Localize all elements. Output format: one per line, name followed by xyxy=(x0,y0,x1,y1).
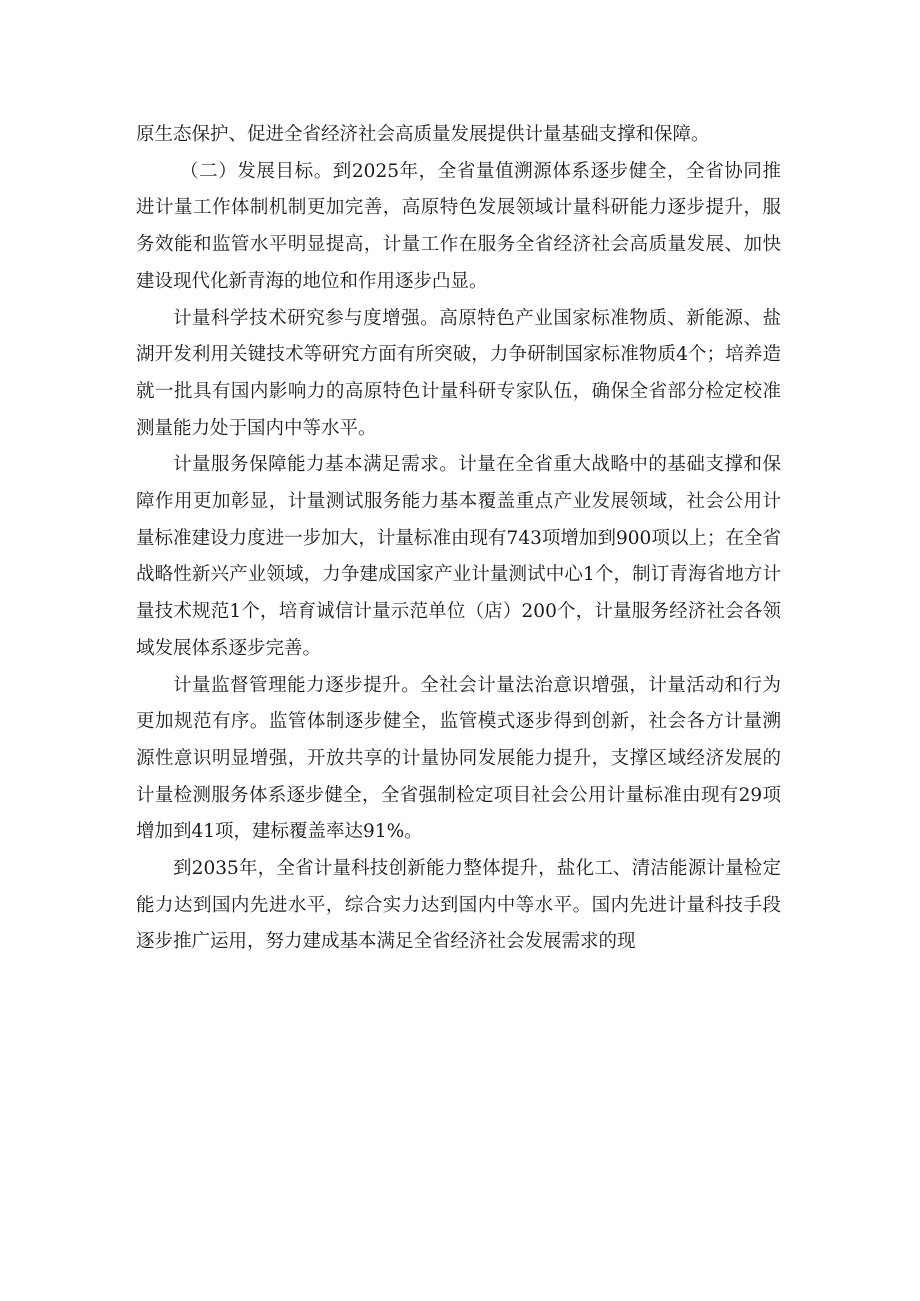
paragraph-2035-goal: 到2035年，全省计量科技创新能力整体提升，盐化工、清洁能源计量检定能力达到国内先进水平，综合实力达到国内中等水平。国内先进计量科技手段逐步推广运用，努力建成基本满足全省经济社会发展需求的现 xyxy=(136,858,781,953)
paragraph-continuation: 原生态保护、促进全省经济社会高质量发展提供计量基础支撑和保障。 xyxy=(136,124,710,145)
paragraph-service-capacity: 计量服务保障能力基本满足需求。计量在全省重大战略中的基础支撑和保障作用更加彰显，计量测试服务能力基本覆盖重点产业发展领域，社会公用计量标准建设力度进一步加大，计量标准由现有743项增加到900项以上；在全省战略性新兴产业领域，力争建成国家产业计量测试中心1个，制订青海省地方计量技术规范1个，培育诚信计量示范单位（店）200个，计量服务经济社会各领域发展体系逐步完善。 xyxy=(136,454,781,659)
paragraph-development-goals: （二）发展目标。到2025年，全省量值溯源体系逐步健全，全省协同推进计量工作体制机制更加完善，高原特色发展领域计量科研能力逐步提升，服务效能和监管水平明显提高，计量工作在服务全省经济社会高质量发展、加快建设现代化新青海的地位和作用逐步凸显。 xyxy=(136,160,781,292)
paragraph-research: 计量科学技术研究参与度增强。高原特色产业国家标准物质、新能源、盐湖开发利用关键技术等研究方面有所突破，力争研制国家标准物质4个；培养造就一批具有国内影响力的高原特色计量科研专家队伍，确保全省部分检定校准测量能力处于国内中等水平。 xyxy=(136,307,781,439)
document-body xyxy=(136,117,781,961)
paragraph-supervision: 计量监督管理能力逐步提升。全社会计量法治意识增强，计量活动和行为更加规范有序。监管体制逐步健全，监管模式逐步得到创新，社会各方计量溯源性意识明显增强，开放共享的计量协同发展能力提升，支撑区域经济发展的计量检测服务体系逐步健全，全省强制检定项目社会公用计量标准由现有29项增加到41项，建标覆盖率达91%。 xyxy=(136,674,781,843)
